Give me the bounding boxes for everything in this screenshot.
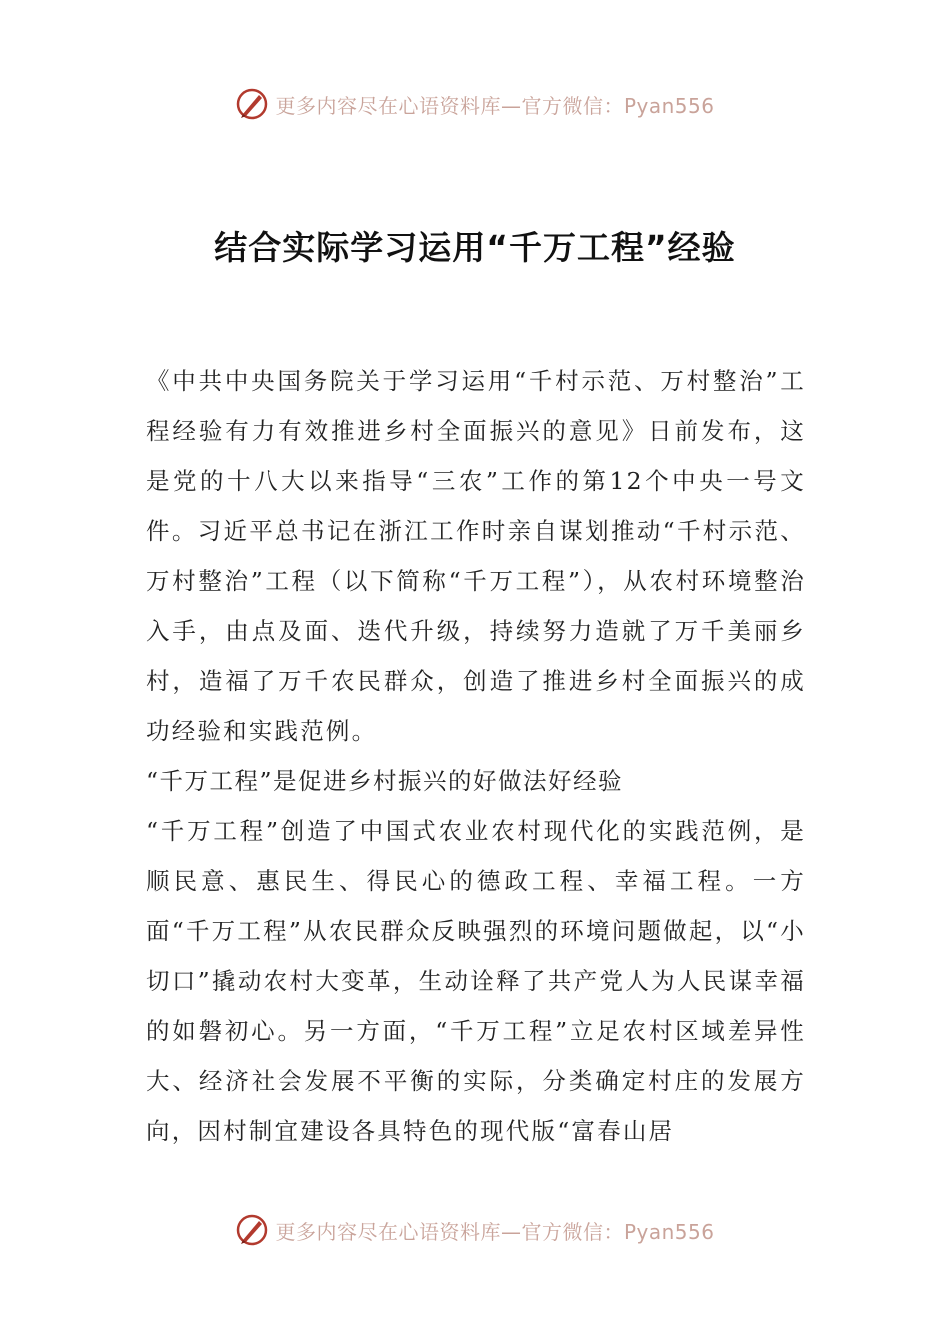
paragraph-intro: 《中共中央国务院关于学习运用“千村示范、万村整治”工程经验有力有效推进乡村全面振兴的意见》日前发布，这是党的十八大以来指导“三农”工作的第12个中央一号文件。习近平总书记在浙江工作时亲自谋划推动“千村示范、万村整治”工程（以下简称“千万工程”），从农村环境整治入手，由点及面、迭代升级，持续努力造就了万千美丽乡村，造福了万千农民群众，创造了推进乡村全面振兴的成功经验和实践范例。: [146, 367, 806, 745]
watermark-text: 更多内容尽在心语资料库—官方微信：Pyan556: [275, 1219, 715, 1244]
paragraph-body: “千万工程”创造了中国式农业农村现代化的实践范例，是顺民意、惠民生、得民心的德政工程、幸福工程。一方面“千万工程”从农民群众反映强烈的环境问题做起，以“小切口”撬动农村大变革，生动诠释了共产党人为人民谋幸福的如磐初心。另一方面，“千万工程”立足农村区域差异性大、经济社会发展不平衡的实际，分类确定村庄的发展方向，因村制宜建设各具特色的现代版“富春山居: [146, 817, 806, 1145]
header-watermark: [0, 82, 950, 126]
footer-watermark: [0, 1208, 950, 1252]
document-body: [146, 356, 806, 1156]
document-title: 结合实际学习运用“千万工程”经验: [214, 228, 736, 267]
pen-logo-icon: [235, 87, 269, 121]
section-heading: “千万工程”是促进乡村振兴的好做法好经验: [146, 767, 624, 795]
pen-logo-icon: [235, 1213, 269, 1247]
watermark-text: 更多内容尽在心语资料库—官方微信：Pyan556: [275, 93, 715, 118]
